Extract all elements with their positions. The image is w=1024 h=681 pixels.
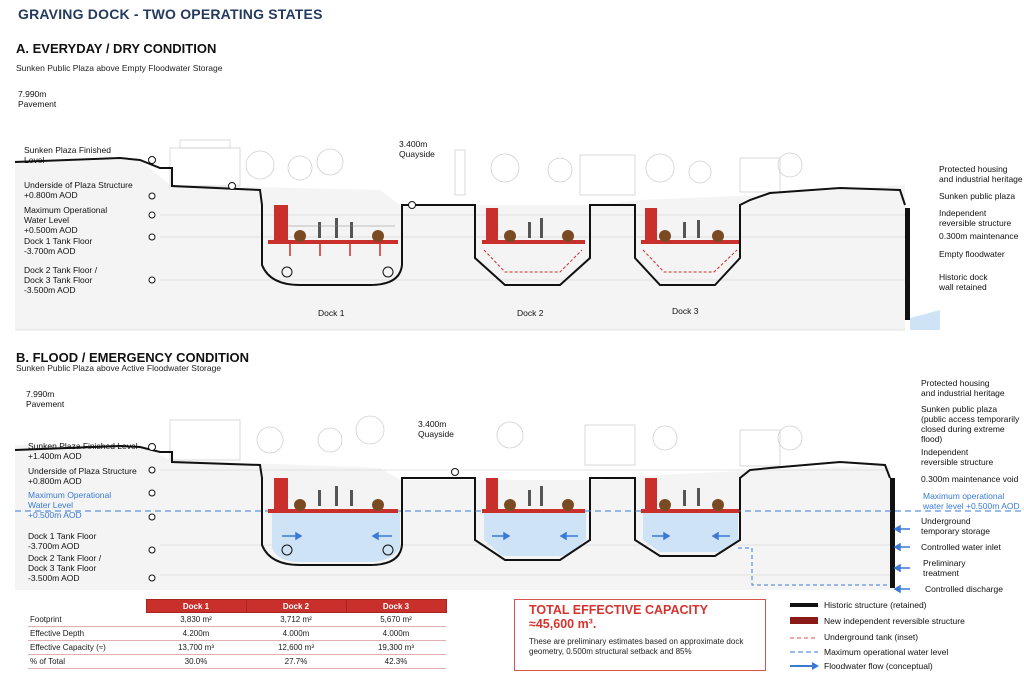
section-b-subtitle: Sunken Public Plaza above Active Floodwater Storage [16, 363, 222, 373]
table-row [28, 613, 446, 627]
table-cell: 13,700 m³ [146, 641, 246, 655]
legend-keys [790, 603, 819, 670]
section-b-right-label-7: Preliminary treatment [923, 558, 966, 578]
section-b-drawing [15, 416, 1022, 592]
table-header-row [28, 600, 446, 613]
section-b-left-label-4: Dock 2 Tank Floor / Dock 3 Tank Floor -3.500m AOD [28, 553, 102, 583]
row-label: Effective Depth [28, 627, 146, 641]
table-cell: 19,300 m³ [346, 641, 446, 655]
legend-label: Historic structure (retained) [824, 600, 927, 610]
section-a-drawing [15, 140, 940, 330]
section-a-left-label-4: Dock 2 Tank Floor / Dock 3 Tank Floor -3.500m AOD [24, 265, 98, 295]
section-a-right-label-4: Empty floodwater [939, 249, 1005, 259]
section-a-left-label-3: Dock 1 Tank Floor -3.700m AOD [24, 236, 93, 256]
table-cell: 5,670 m² [346, 613, 446, 627]
section-b-right-label-2: Independent reversible structure [921, 447, 994, 467]
section-b-left-label-1: Underside of Plaza Structure +0.800m AOD [28, 466, 137, 486]
table-cell: 12,600 m³ [246, 641, 346, 655]
section-b-left-label-3: Dock 1 Tank Floor -3.700m AOD [28, 531, 97, 551]
section-b-right-label-1: Sunken public plaza (public access temporarily closed during extreme flood) [921, 404, 1020, 444]
row-label: Footprint [28, 613, 146, 627]
section-b-pavement-label: 7.990m Pavement [26, 389, 65, 409]
legend-label: Maximum operational water level [824, 647, 949, 657]
section-b-left-label-2: Maximum Operational Water Level +0.500m AOD [28, 490, 112, 520]
table-cell: 27.7% [246, 655, 346, 669]
section-a-title: A. EVERYDAY / DRY CONDITION [16, 41, 217, 56]
legend-label: Underground tank (inset) [824, 632, 919, 642]
section-a-right-label-2: Independent reversible structure [939, 208, 1012, 228]
section-b-quayside-label: 3.400m Quayside [418, 419, 454, 439]
legend-label: New independent reversible structure [824, 616, 965, 626]
table-cell: 3,830 m² [146, 613, 246, 627]
row-label: % of Total [28, 655, 146, 669]
dock-2-label: Dock 2 [517, 308, 544, 318]
section-b-right-label-3: 0.300m maintenance void [921, 474, 1019, 484]
table-row [28, 641, 446, 655]
total-capacity-box [514, 599, 766, 671]
section-b-right-label-0: Protected housing and industrial heritage [921, 378, 1005, 398]
page-title: GRAVING DOCK - TWO OPERATING STATES [18, 6, 323, 22]
section-a-pavement-label: 7.990m Pavement [18, 89, 57, 109]
section-a-left-label-0: Sunken Plaza Finished Level [24, 145, 111, 165]
total-capacity-heading: TOTAL EFFECTIVE CAPACITY [529, 603, 708, 617]
table-header-dock-2: Dock 2 [246, 600, 346, 613]
table-row [28, 655, 446, 669]
section-a-left-label-1: Underside of Plaza Structure +0.800m AOD [24, 180, 133, 200]
table-header-dock-3: Dock 3 [346, 600, 446, 613]
row-label: Effective Capacity (≈) [28, 641, 146, 655]
section-a-right-label-1: Sunken public plaza [939, 191, 1016, 201]
section-a-right-label-3: 0.300m maintenance [939, 231, 1019, 241]
table-header-dock-1: Dock 1 [146, 600, 246, 613]
total-capacity-note: These are preliminary estimates based on approximate dock geometry, 0.500m structural setback and 85% [529, 637, 744, 656]
section-b-right-label-6: Controlled water inlet [921, 542, 1001, 552]
section-b-right-label-8: Controlled discharge [925, 584, 1003, 594]
table-cell: 4.000m [346, 627, 446, 641]
section-a-subtitle: Sunken Public Plaza above Empty Floodwater Storage [16, 63, 223, 73]
dock-3-label: Dock 3 [672, 306, 699, 316]
table-cell: 30.0% [146, 655, 246, 669]
table-cell: 4.000m [246, 627, 346, 641]
section-a-left-label-2: Maximum Operational Water Level +0.500m AOD [24, 205, 108, 235]
section-a-right-label-5: Historic dock wall retained [939, 272, 988, 292]
section-b-right-label-5: Underground temporary storage [921, 516, 990, 536]
capacity-table [28, 599, 447, 669]
dock-1-label: Dock 1 [318, 308, 345, 318]
section-b-left-label-0: Sunken Plaza Finished Level +1.400m AOD [28, 441, 138, 461]
section-a-quayside-label: 3.400m Quayside [399, 139, 435, 159]
section-a-right-label-0: Protected housing and industrial heritage [939, 164, 1023, 184]
legend-label: Floodwater flow (conceptual) [824, 661, 933, 671]
table-cell: 42.3% [346, 655, 446, 669]
table-row [28, 627, 446, 641]
section-b-right-label-4: Maximum operational water level +0.500m AOD [923, 491, 1020, 511]
section-b-title: B. FLOOD / EMERGENCY CONDITION [16, 350, 250, 365]
table-cell: 4.200m [146, 627, 246, 641]
total-capacity-value: ≈45,600 m³. [529, 617, 597, 631]
table-cell: 3,712 m² [246, 613, 346, 627]
